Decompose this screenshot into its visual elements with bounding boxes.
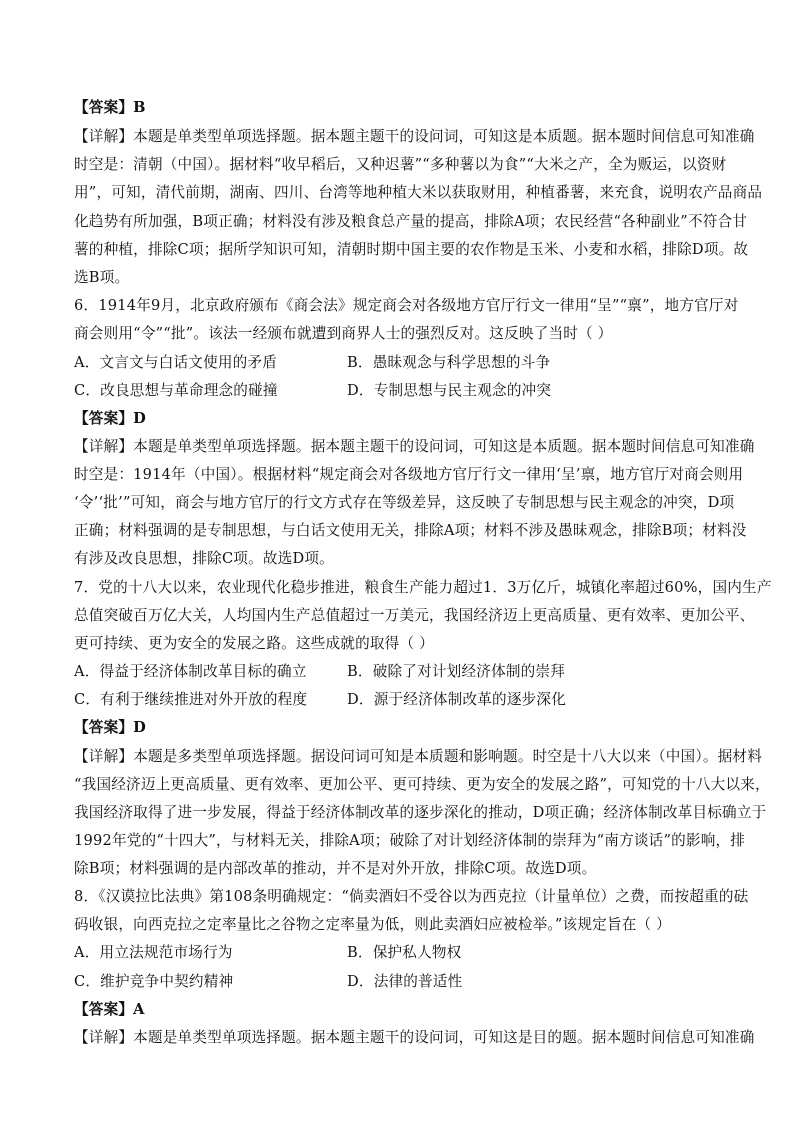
- q8-stem-line: 码收银，向西克拉之定率量比之谷物之定率量为低，则此卖酒妇应被检举。”该规定旨在（ ）: [74, 916, 671, 933]
- q7-stem-line: 7．党的十八大以来，农业现代化稳步推进，粮食生产能力超过1．3万亿斤，城镇化率超过60%，国内生产: [74, 579, 772, 596]
- q8-option-c: C．维护竞争中契约精神: [74, 973, 234, 990]
- q6-explain-line: 有涉及改良思想，排除C项。故选D项。: [74, 550, 334, 567]
- q5-explain-line: 选B项。: [74, 269, 130, 286]
- q7-option-c: C．有利于继续推进对外开放的程度: [74, 691, 308, 708]
- q6-explain-line: ‘令’‘批’”可知，商会与地方官厅的行文方式存在等级差异，这反映了专制思想与民主观念的冲突，D项: [74, 494, 735, 511]
- q7-option-a: A．得益于经济体制改革目标的确立: [74, 663, 307, 680]
- q7-explain-line: 1992年党的“十四大”，与材料无关，排除A项；破除了对计划经济体制的崇拜为“南方谈话”的影响，排: [74, 832, 746, 849]
- answer-label-q6: 【答案】D: [74, 410, 147, 427]
- q8-explain-line: 【详解】本题是单类型单项选择题。据本题主题干的设问词，可知这是目的题。据本题时间信息可知准确: [74, 1029, 755, 1046]
- q8-stem-line: 8．《汉谟拉比法典》第108条明确规定：“倘卖酒妇不受谷以为西克拉（计量单位）之费，而按超重的砝: [74, 888, 749, 905]
- q8-option-a: A．用立法规范市场行为: [74, 944, 233, 961]
- q6-explain-line: 正确；材料强调的是专制思想，与白话文使用无关，排除A项；材料不涉及愚昧观念，排除B项；材料没: [74, 522, 747, 539]
- q6-explain-line: 【详解】本题是单类型单项选择题。据本题主题干的设问词，可知这是本质题。据本题时间信息可知准确: [74, 438, 755, 455]
- q7-option-b: B．破除了对计划经济体制的崇拜: [347, 663, 566, 680]
- q7-explain-line: 我国经济取得了进一步发展，得益于经济体制改革的逐步深化的推动，D项正确；经济体制改革目标确立于: [74, 804, 767, 821]
- q7-stem-line: 更可持续、更为安全的发展之路。这些成就的取得（ ）: [74, 635, 434, 652]
- q7-explain-line: “我国经济迈上更高质量、更有效率、更加公平、更可持续、更为安全的发展之路”，可知党的十八大以来，: [74, 776, 770, 793]
- q5-explain-line: 化趋势有所加强，B项正确；材料没有涉及粮食总产量的提高，排除A项；农民经营“各种副业”不符合甘: [74, 213, 748, 230]
- q6-option-a: A．文言文与白话文使用的矛盾: [74, 354, 278, 371]
- q7-explain-line: 除B项；材料强调的是内部改革的推动，并不是对外开放，排除C项。故选D项。: [74, 860, 597, 877]
- q6-option-d: D．专制思想与民主观念的冲突: [347, 382, 552, 399]
- q6-explain-line: 时空是：1914年（中国）。根据材料“规定商会对各级地方官厅行文一律用‘呈’禀，地方官厅对商会则用: [74, 466, 744, 483]
- q6-option-c: C．改良思想与革命理念的碰撞: [74, 382, 278, 399]
- q8-option-d: D．法律的普适性: [347, 973, 463, 990]
- q5-explain-line: 【详解】本题是单类型单项选择题。据本题主题干的设问词，可知这是本质题。据本题时间信息可知准确: [74, 128, 755, 145]
- q8-option-b: B．保护私人物权: [347, 944, 462, 961]
- q5-explain-line: 薯的种植，排除C项；据所学知识可知，清朝时期中国主要的农作物是玉米、小麦和水稻，排除D项。故: [74, 241, 749, 258]
- q7-stem-line: 总值突破百万亿大关，人均国内生产总值超过一万美元，我国经济迈上更高质量、更有效率、更加公平、: [74, 607, 755, 624]
- q7-option-d: D．源于经济体制改革的逐步深化: [347, 691, 567, 708]
- answer-label-q5: 【答案】B: [74, 99, 146, 116]
- q5-explain-line: 时空是：清朝（中国）。据材料“收早稻后，又种迟薯”“多种薯以为食”“大米之产，全为贩运，以资财: [74, 156, 727, 173]
- q6-stem-line: 6．1914年9月，北京政府颁布《商会法》规定商会对各级地方官厅行文一律用“呈”“禀”，地方官厅对: [74, 297, 739, 314]
- q6-stem-line: 商会则用“令”“批”。该法一经颁布就遭到商界人士的强烈反对。这反映了当时（ ）: [74, 325, 613, 342]
- q7-explain-line: 【详解】本题是多类型单项选择题。据设问词可知是本质题和影响题。时空是十八大以来（中国）。据材料: [74, 748, 763, 765]
- q5-explain-line: 用”，可知，清代前期，湖南、四川、台湾等地种植大米以获取财用，种植番薯，来充食，说明农产品商品: [74, 184, 763, 201]
- q6-option-b: B．愚昧观念与科学思想的斗争: [347, 354, 551, 371]
- answer-label-q7: 【答案】D: [74, 719, 147, 736]
- answer-label-q8: 【答案】A: [74, 1001, 145, 1018]
